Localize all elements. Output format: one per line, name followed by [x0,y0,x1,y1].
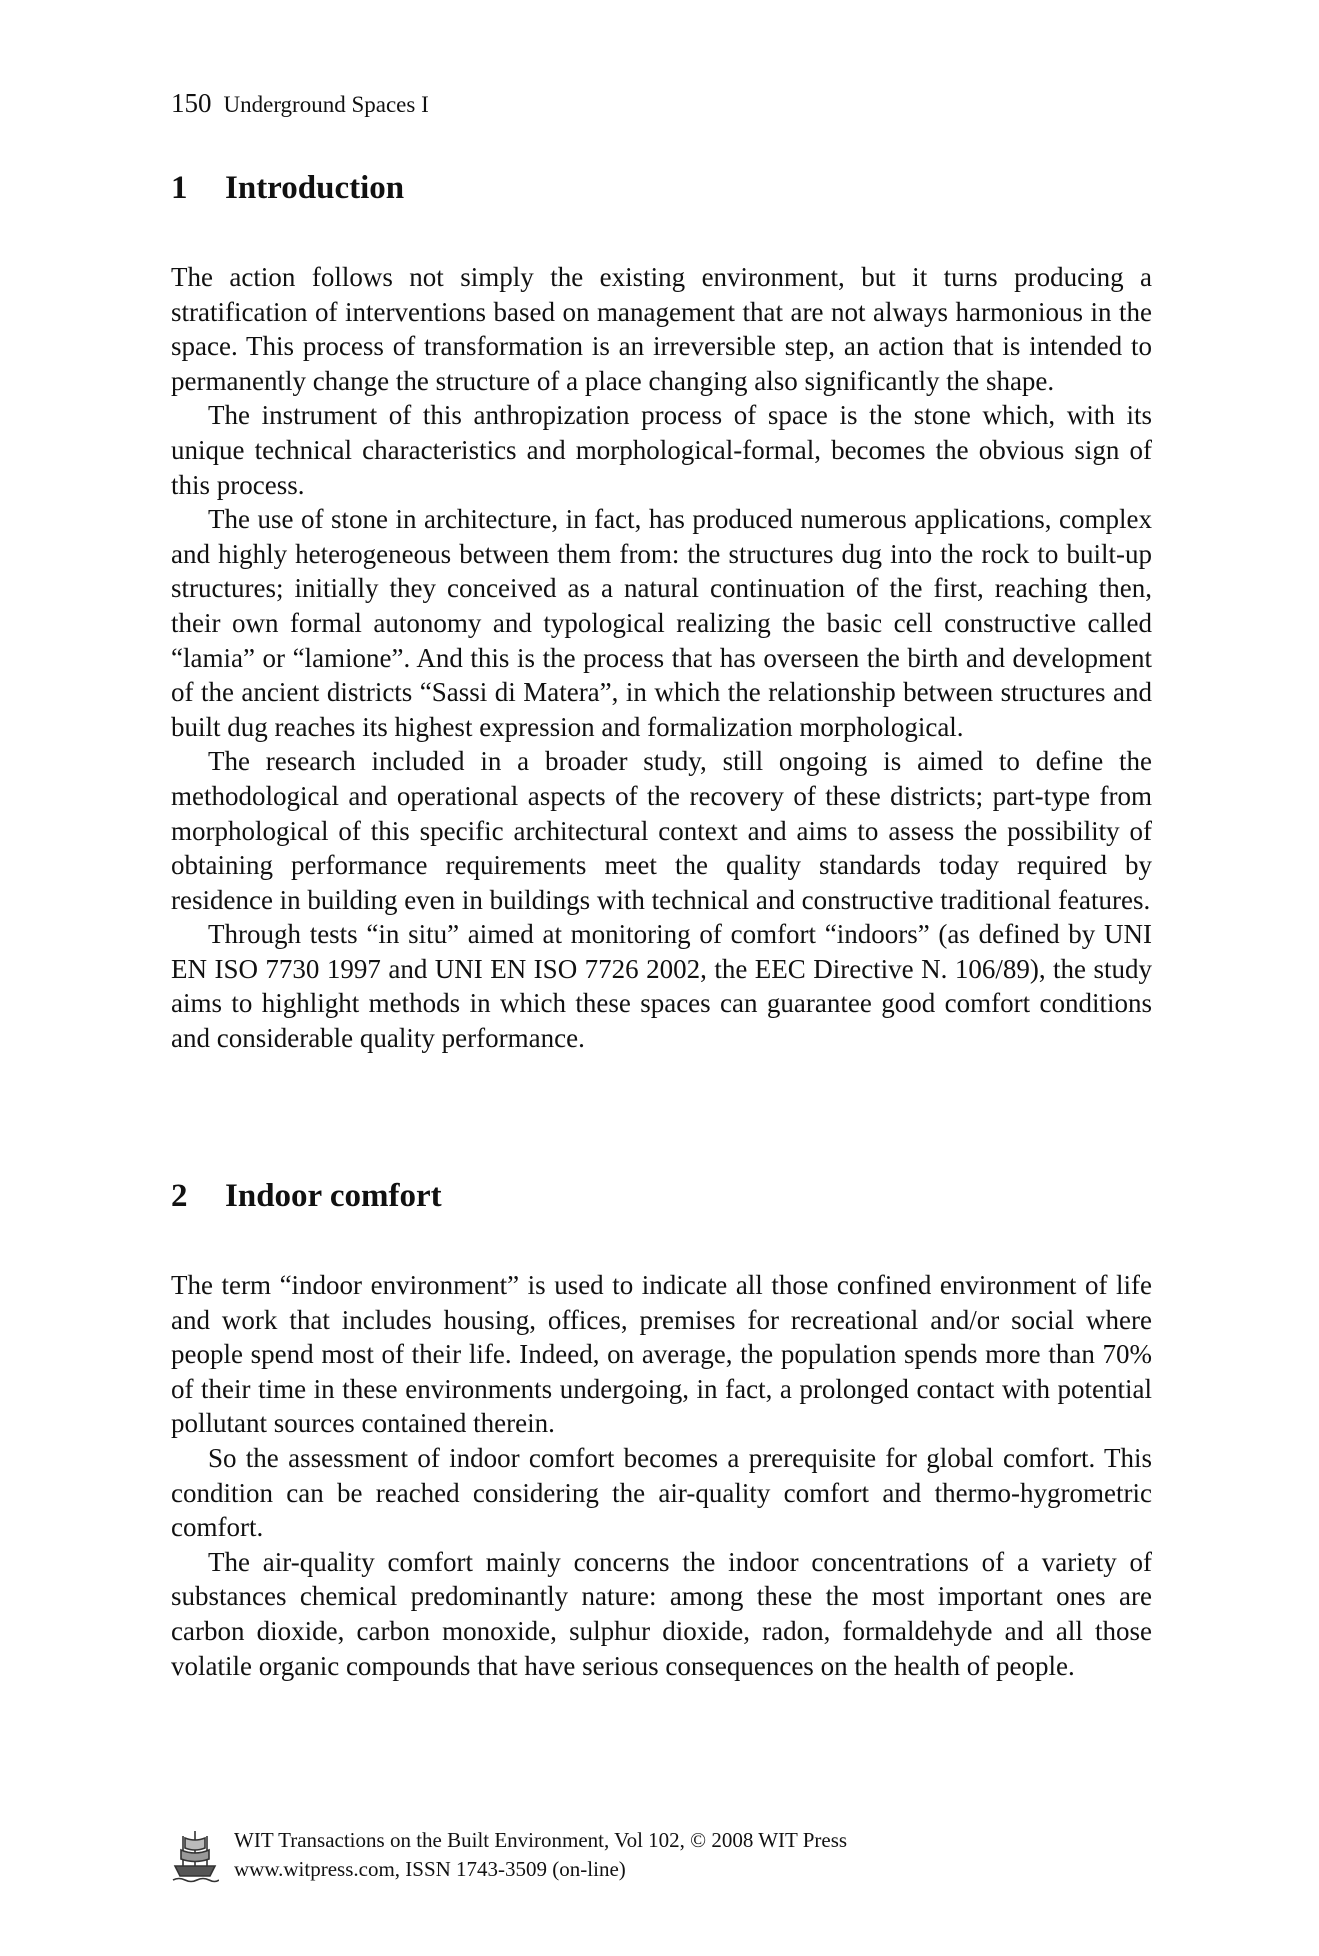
paragraph: The instrument of this anthropization process of space is the stone which, with its unique technical characteristics and morphological-formal, becomes the obvious sign of this process. [171,400,1152,500]
running-head-title: Underground Spaces I [223,92,429,117]
section-heading [171,1176,1152,1216]
footer-text [234,1826,847,1884]
paragraph: The air-quality comfort mainly concerns the indoor concentrations of a variety of substances chemical predominantly nature: among these the most important ones are carbon dioxide, carbon monoxide, sulphur dioxide, radon, formaldehyde and all those volatile organic compounds that have serious consequences on the health of people. [171,1546,1152,1681]
paragraph: The term “indoor environment” is used to indicate all those confined environment of life and work that includes housing, offices, premises for recreational and/or social where people spend most of their life. Indeed, on average, the population spends more than 70% of their time in these environments undergoing, in fact, a prolonged contact with potential pollutant sources contained therein. [171,1270,1152,1439]
wit-press-ship-logo-icon [171,1828,219,1884]
section-indoor-comfort [171,1176,1152,1683]
page-number: 150 [171,88,212,118]
page-footer [171,1826,1071,1892]
paragraph: The action follows not simply the existing environment, but it turns producing a stratification of interventions based on management that are not always harmonious in the space. This process of transformation is an irreversible step, an action that is intended to permanently change the structure of a place changing also significantly the shape. [171,262,1152,396]
footer-copyright: WIT Transactions on the Built Environment, Vol 102, © 2008 WIT Press [234,1828,848,1852]
footer-issn: www.witpress.com, ISSN 1743-3509 (on-line) [234,1857,626,1881]
section-heading [171,168,1152,208]
section-introduction [171,168,1152,1056]
paragraph: So the assessment of indoor comfort becomes a prerequisite for global comfort. This condition can be reached considering the air-quality comfort and thermo-hygrometric comfort. [171,1442,1152,1543]
section-title: Introduction [225,170,405,206]
section-number: 1 [171,170,188,206]
section-title: Indoor comfort [225,1178,442,1214]
paragraph: The use of stone in architecture, in fact, has produced numerous applications, complex and highly heterogeneous between them from: the structures dug into the rock to built-up structures; initially they conceived as a natural continuation of the first, reaching then, their own formal autonomy and typological realizing the basic cell constructive called “lamia” or “lamione”. And this is the process that has overseen the birth and development of the ancient districts “Sassi di Matera”, in which the relationship between structures and built dug reaches its highest expression and formalization morphological. [171,504,1152,742]
paragraph: The research included in a broader study, still ongoing is aimed to define the methodological and operational aspects of the recovery of these districts; part-type from morphological of this specific architectural context and aims to assess the possibility of obtaining performance requirements meet the quality standards today required by residence in building even in buildings with technical and constructive traditional features. [171,746,1152,915]
section-number: 2 [171,1178,188,1214]
paragraph: Through tests “in situ” aimed at monitoring of comfort “indoors” (as defined by UNI EN ISO 7730 1997 and UNI EN ISO 7726 2002, the EEC Directive N. 106/89), the study aims to highlight methods in which these spaces can guarantee good comfort conditions and considerable quality performance. [171,919,1152,1054]
running-head [171,90,429,117]
